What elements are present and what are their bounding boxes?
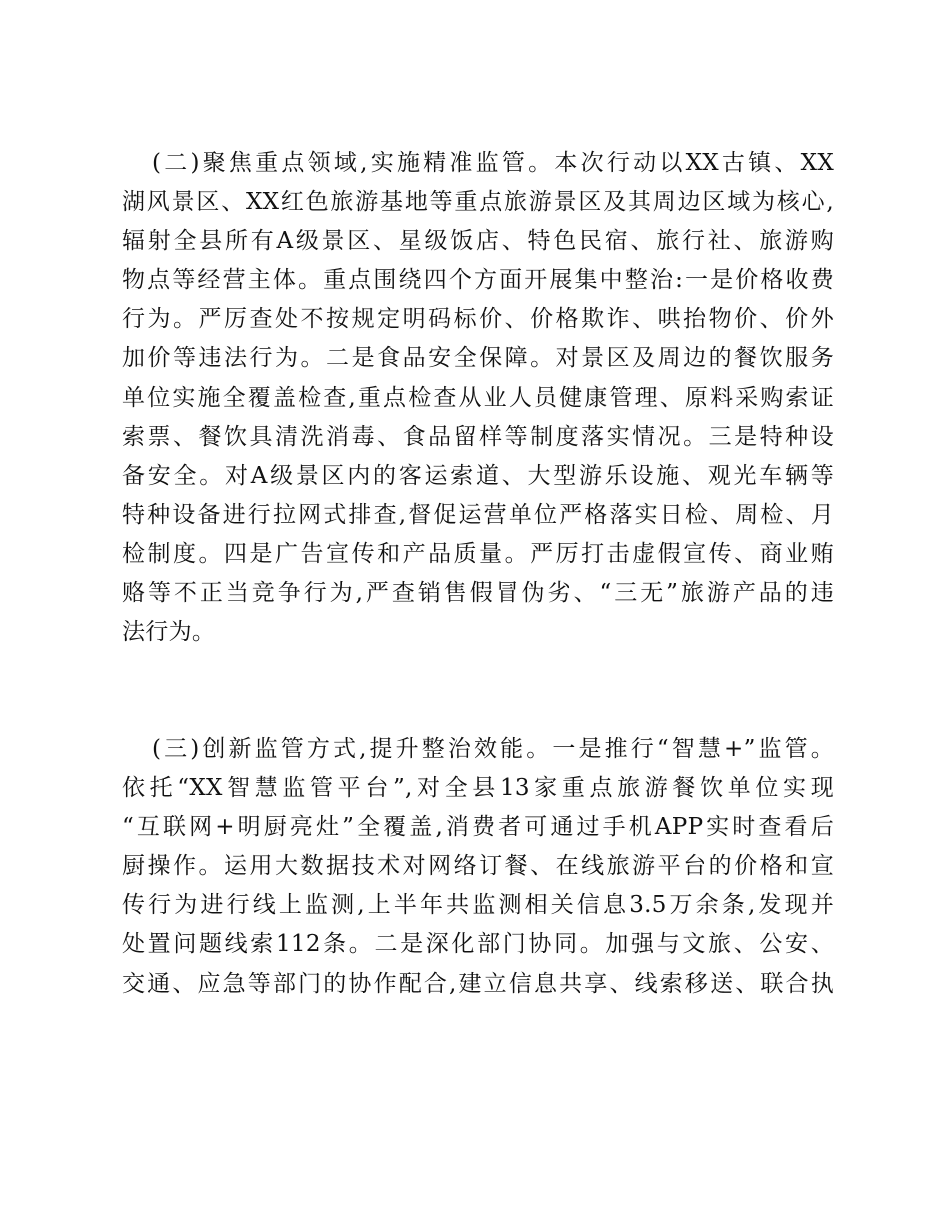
- text-line: 赂等不正当竞争行为,严查销售假冒伪劣、“三无”旅游产品的违: [122, 580, 834, 607]
- text-line: 交通、应急等部门的协作配合,建立信息共享、线索移送、联合执: [122, 970, 834, 997]
- paragraph-focus-key-areas: [122, 144, 834, 652]
- text-line: (二)聚焦重点领域,实施精准监管。本次行动以XX古镇、XX: [152, 150, 834, 176]
- text-line: 传行为进行线上监测,上半年共监测相关信息3.5万余条,发现并: [122, 892, 834, 919]
- text-line: 备安全。对A级景区内的客运索道、大型游乐设施、观光车辆等: [122, 462, 834, 489]
- text-line: 湖风景区、XX红色旅游基地等重点旅游景区及其周边区域为核心,: [122, 189, 834, 216]
- text-line: 法行为。: [122, 619, 216, 646]
- text-line: 厨操作。运用大数据技术对网络订餐、在线旅游平台的价格和宣: [122, 853, 834, 880]
- text-line: (三)创新监管方式,提升整治效能。一是推行“智慧+”监管。: [152, 736, 834, 762]
- text-line: 物点等经营主体。重点围绕四个方面开展集中整治:一是价格收费: [122, 267, 834, 294]
- text-line: “互联网+明厨亮灶”全覆盖,消费者可通过手机APP实时查看后: [122, 814, 834, 841]
- text-line: 处置问题线索112条。二是深化部门协同。加强与文旅、公安、: [122, 931, 834, 958]
- text-line: 检制度。四是广告宣传和产品质量。严厉打击虚假宣传、商业贿: [122, 540, 834, 567]
- text-line: 依托“XX智慧监管平台”,对全县13家重点旅游餐饮单位实现: [122, 775, 834, 802]
- text-line: 单位实施全覆盖检查,重点检查从业人员健康管理、原料采购索证: [122, 384, 834, 411]
- text-line: 索票、餐饮具清洗消毒、食品留样等制度落实情况。三是特种设: [122, 423, 834, 450]
- paragraph-innovate-supervision: [122, 730, 834, 1004]
- text-line: 辐射全县所有A级景区、星级饭店、特色民宿、旅行社、旅游购: [122, 228, 834, 255]
- text-line: 行为。严厉查处不按规定明码标价、价格欺诈、哄抬物价、价外: [122, 306, 834, 333]
- text-line: 特种设备进行拉网式排查,督促运营单位严格落实日检、周检、月: [122, 501, 834, 528]
- text-line: 加价等违法行为。二是食品安全保障。对景区及周边的餐饮服务: [122, 345, 834, 372]
